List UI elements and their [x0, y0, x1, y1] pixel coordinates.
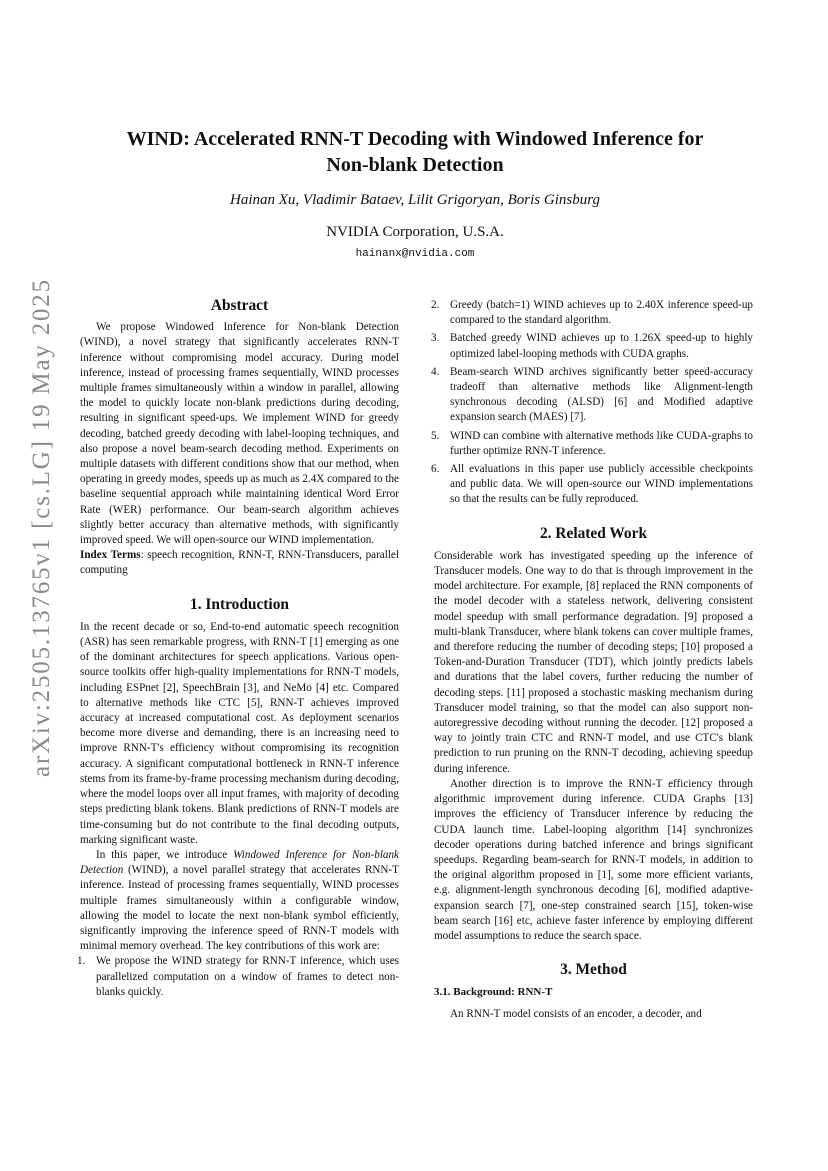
- paper-title: [90, 126, 740, 178]
- authors: Hainan Xu, Vladimir Bataev, Lilit Grigoryan, Boris Ginsburg: [230, 192, 600, 208]
- contribution-text: All evaluations in this paper use publicly accessible checkpoints and public data. We will open-source our WIND implementations so that the results can be fully reproduced.: [450, 463, 753, 506]
- contribution-text: WIND can combine with alternative methods like CUDA-graphs to further optimize RNN-T inference.: [450, 429, 753, 457]
- right-column: [431, 298, 753, 1022]
- title-line-1: WIND: Accelerated RNN-T Decoding with Windowed Inference for: [126, 128, 704, 150]
- intro-p2-start: In this paper, we introduce: [96, 848, 234, 861]
- related-paragraph-2: Another direction is to improve the RNN-T efficiency through algorithmic improvement during inference. CUDA Graphs [13] improves the efficiency of Transducer inference by reducing the CUDA launch time. Label-looping algorithm [14] synchronizes decoder operations during batched inference and brings significant speedups. Regarding beam-search for RNN-T models, in addition to the original algorithm proposed in [1], some more efficient variants, e.g. alignment-length synchronous decoding [6], modified adaptive-expansion search [7], one-step constrained search [15], token-wise beam search [16] etc, achieve faster inference by employing different model assumptions to reduce the search space.: [434, 777, 753, 942]
- contribution-item: [431, 462, 753, 508]
- intro-heading: 1. Introduction: [190, 595, 289, 613]
- index-terms-text: : speech recognition, RNN-T, RNN-Transducers, parallel computing: [80, 549, 399, 577]
- arxiv-identifier: arXiv:2505.13765v1 [cs.LG] 19 May 2025: [28, 278, 55, 777]
- index-terms-label: Index Terms: [80, 549, 141, 562]
- index-terms: [80, 548, 399, 578]
- contribution-item: [77, 954, 399, 1000]
- abstract-text: We propose Windowed Inference for Non-blank Detection (WIND), a novel strategy that significantly accelerates RNN-T inference without compromising model accuracy. During model inference, instead of processing frames sequentially, WIND processes multiple frames simultaneously within a window in parallel, allowing the model to quickly locate non-blank predictions during decoding, resulting in significant speed-ups. We implement WIND for greedy decoding, batched greedy decoding with label-looping techniques, and also propose a novel beam-search decoding method. Experiments on multiple datasets with different conditions show that our method, when operating in greedy modes, speeds up as much as 2.4X compared to the baseline sequential approach while maintaining identical Word Error Rate (WER) performance. Our beam-search algorithm achieves slightly better accuracy than alternative methods, with significantly improved speed. We will open-source our WIND implementation.: [80, 321, 399, 547]
- method-paragraph-1: An RNN-T model consists of an encoder, a decoder, and: [450, 1007, 702, 1020]
- method-heading: 3. Method: [560, 961, 627, 979]
- contribution-text: Greedy (batch=1) WIND achieves up to 2.40X inference speed-up compared to the standard algorithm.: [450, 299, 753, 327]
- email: hainanx@nvidia.com: [355, 248, 475, 260]
- intro-p2-emphasis: Windowed Inference for Non-blank Detection: [80, 848, 400, 877]
- related-paragraph-1: Considerable work has investigated speeding up the inference of Transducer models. One way to do that is through improvement in the model architecture. For example, [8] replaced the RNN components of the model decoder with a stateless network, delivering consistent model speedup with small performance degradation. [9] proposed a multi-blank Transducer, where blank tokens can cover multiple frames, and therefore reducing the number of decoding steps; [10] proposed a Token-and-Duration Transducer (TDT), which jointly predicts labels and durations that the label covers, further reducing the number of decoding steps. [11] proposed a stochastic masking mechanism during Transducer model training, so that the model can also support non-autoregressive decoding without running the decoder. [12] proposed a way to jointly train CTC and RNN-T model, and use CTC's blank prediction to run pruning on the RNN-T decoding, achieving speedup during inference.: [434, 549, 753, 775]
- contribution-text: Beam-search WIND archives significantly better speed-accuracy tradeoff than alternative methods like Alignment-length synchronous decoding (ALSD) [6] and Modified adaptive expansion search (MAES) [7].: [450, 365, 753, 424]
- contribution-number: 4.: [431, 365, 440, 378]
- contribution-list-right: [431, 298, 753, 508]
- contribution-item: [431, 365, 753, 426]
- contribution-text: We propose the WIND strategy for RNN-T inference, which uses parallelized computation on a window of frames to detect non-blanks quickly.: [96, 955, 399, 998]
- contribution-list-left: [77, 954, 399, 1000]
- related-work-heading: 2. Related Work: [539, 524, 648, 542]
- contribution-item: [431, 331, 753, 361]
- affiliation: NVIDIA Corporation, U.S.A.: [326, 224, 504, 240]
- abstract-heading: Abstract: [210, 297, 269, 314]
- contribution-item: [431, 298, 753, 328]
- contribution-number: 3.: [431, 332, 440, 345]
- intro-paragraph-1: In the recent decade or so, End-to-end automatic speech recognition (ASR) has seen remarkable progress, with RNN-T [1] emerging as one of the dominant architectures for speech applications. Various open-source toolkits offer high-quality implementations for RNN-T models, including ESPnet [2], SpeechBrain [3], and NeMo [4] etc. Compared to alternative methods like CTC [5], RNN-T achieves improved accuracy at increased computational cost. As deployment scenarios become more diverse and demanding, there is an increasing need to improve RNN-T's efficiency without compromising its recognition accuracy. A significant computational bottleneck in RNN-T inference stems from its frame-by-frame processing mechanism during decoding, where the model loops over all input frames, with majority of decoding steps predicting blank tokens. Blank predictions of RNN-T models are time-consuming but do not contribute to the final decoding outputs, marking significant waste.: [80, 620, 399, 846]
- intro-p2-end: (WIND), a novel parallel strategy that accelerates RNN-T inference. Instead of processing frames sequentially, WIND processes multiple frames simultaneously within a configurable window, allowing the model to locate the next non-blank symbol efficiently, significantly improving the inference speed of RNN-T models with minimal memory overhead. The key contributions of this work are:: [80, 864, 399, 953]
- contribution-item: [431, 429, 753, 459]
- intro-paragraph-2: [80, 848, 399, 954]
- background-subheading: 3.1. Background: RNN-T: [434, 986, 553, 999]
- left-column: [77, 297, 400, 1000]
- contribution-text: Batched greedy WIND achieves up to 1.26X speed-up to highly optimized label-looping methods with CUDA graphs.: [450, 332, 753, 360]
- title-line-2: Non-blank Detection: [326, 154, 504, 176]
- contribution-number: 1.: [77, 955, 86, 968]
- contribution-number: 5.: [431, 429, 440, 442]
- contribution-number: 2.: [431, 299, 440, 311]
- contribution-number: 6.: [431, 463, 440, 476]
